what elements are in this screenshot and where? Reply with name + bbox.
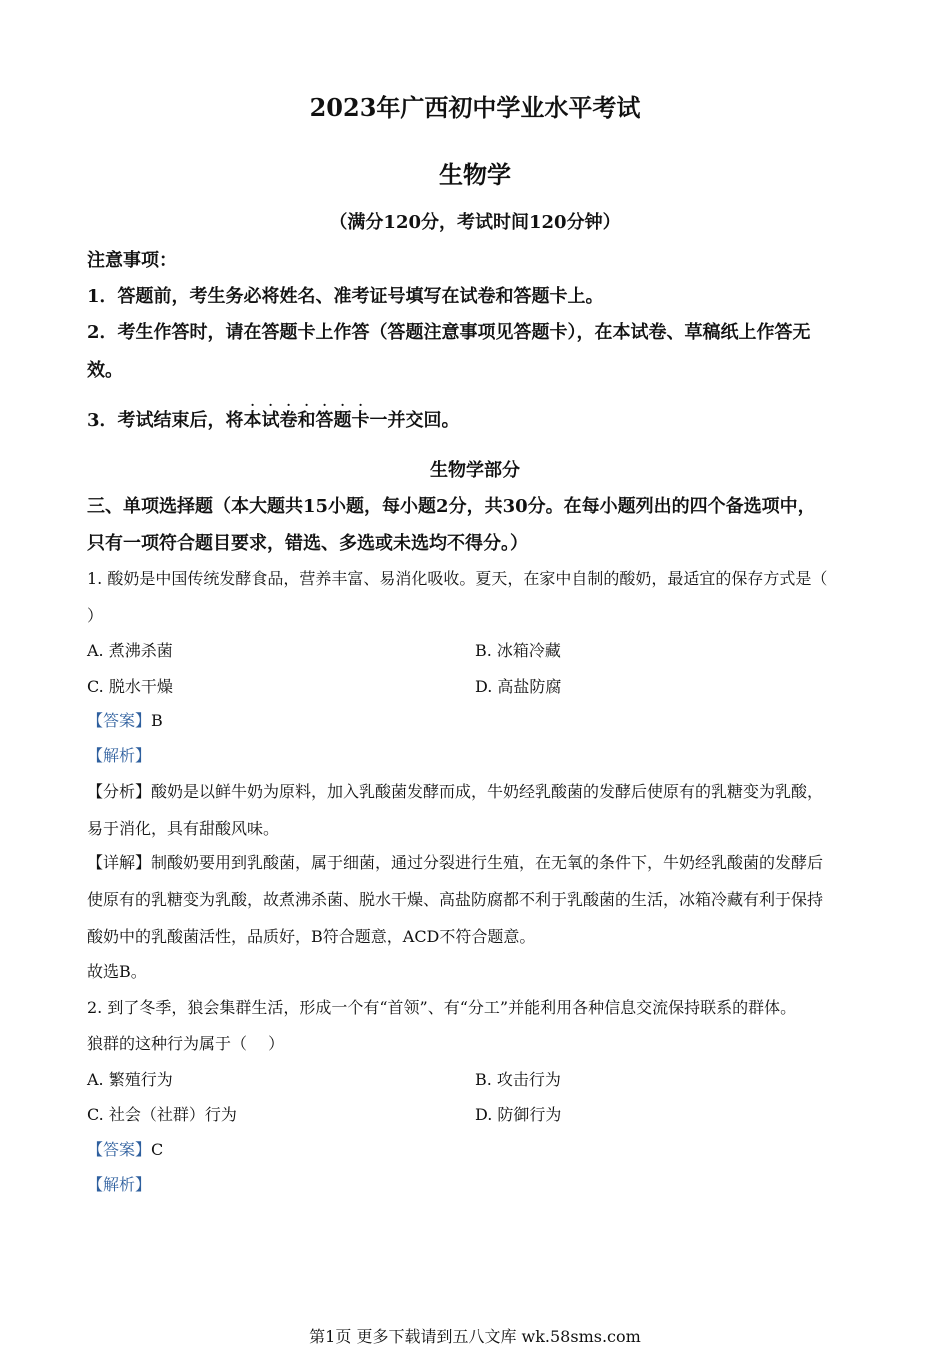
emphasis-char: · 和	[297, 398, 316, 431]
q1-option-c: C. 脱水干燥	[87, 677, 173, 696]
q2-option-a: A. 繁殖行为	[87, 1070, 173, 1089]
q2-option-b: B. 攻击行为	[475, 1070, 561, 1089]
q1-conclusion: 故选B。	[87, 962, 147, 981]
notice-item-2-line-2: 效。	[87, 360, 123, 381]
q1-fenxi-line-1: 【分析】酸奶是以鲜牛奶为原料，加入乳酸菌发酵而成，牛奶经乳酸菌的发酵后使原有的乳糖变为乳酸，	[87, 782, 824, 801]
q1-option-d: D. 高盐防腐	[475, 677, 562, 696]
q1-xiangjie-line-3: 酸奶中的乳酸菌活性，品质好，B符合题意，ACD不符合题意。	[87, 927, 536, 946]
notice-item-3-pre: 3．考试结束后，将	[87, 410, 244, 431]
answer-tag: 【答案】	[87, 1140, 152, 1159]
answer-tag: 【答案】	[87, 711, 152, 730]
notice-item-3-post: 一并交回。	[369, 410, 460, 431]
emphasis-char: · 试	[261, 398, 280, 431]
q2-stem-line-2: 狼群的这种行为属于（ ）	[87, 1034, 285, 1053]
q2-stem-line-1: 2. 到了冬季，狼会集群生活，形成一个有“首领”、有“分工”并能利用各种信息交流保持联系的群体。	[87, 998, 797, 1017]
notice-heading: 注意事项：	[87, 250, 177, 271]
q2-analysis-tag: 【解析】	[87, 1175, 152, 1194]
answer-value: C	[151, 1140, 164, 1159]
section-instruction-line-2: 只有一项符合题目要求，错选、多选或未选均不得分。）	[87, 533, 528, 554]
emphasis-char: · 卡	[351, 398, 370, 431]
emphasis-char: · 题	[333, 398, 352, 431]
fenxi-tag: 【分析】	[87, 782, 152, 801]
q1-analysis-tag: 【解析】	[87, 746, 152, 765]
xiangjie-tag: 【详解】	[87, 853, 152, 872]
notice-item-1: 1．答题前，考生务必将姓名、准考证号填写在试卷和答题卡上。	[87, 286, 604, 307]
section-title: 生物学部分	[430, 460, 520, 481]
q1-fenxi-line-2: 易于消化，具有甜酸风味。	[87, 819, 280, 838]
notice-item-2-line-1: 2．考生作答时，请在答题卡上作答（答题注意事项见答题卡），在本试卷、草稿纸上作答无	[87, 322, 811, 343]
section-instruction-line-1: 三、单项选择题（本大题共15小题，每小题2分，共30分。在每小题列出的四个备选项中，	[87, 496, 816, 517]
q1-xiangjie-line-1: 【详解】制酸奶要用到乳酸菌，属于细菌，通过分裂进行生殖，在无氧的条件下，牛奶经乳酸菌的发酵后	[87, 853, 824, 872]
page-footer: 第1页 更多下载请到五八文库 wk.58sms.com	[309, 1327, 641, 1346]
emphasis-char: · 答	[315, 398, 334, 431]
q1-option-b: B. 冰箱冷藏	[475, 641, 561, 660]
exam-title: 2023年广西初中学业水平考试	[309, 93, 641, 122]
q2-option-d: D. 防御行为	[475, 1105, 562, 1124]
emphasis-char: · 卷	[279, 398, 298, 431]
q1-xiangjie-line-2: 使原有的乳糖变为乳酸，故煮沸杀菌、脱水干燥、高盐防腐都不利于乳酸菌的生活，冰箱冷藏有利于保持	[87, 890, 824, 909]
q1-stem-line-1: 1. 酸奶是中国传统发酵食品，营养丰富、易消化吸收。夏天，在家中自制的酸奶，最适宜的保存方式是（	[87, 569, 828, 588]
score-time: （满分120分，考试时间120分钟）	[329, 212, 621, 233]
subject-title: 生物学	[439, 160, 511, 189]
emphasis-char: · 本	[243, 398, 262, 431]
q1-stem-line-2: ）	[87, 606, 104, 625]
q2-option-c: C. 社会（社群）行为	[87, 1105, 237, 1124]
notice-item-3	[87, 398, 460, 432]
q2-answer	[87, 1137, 163, 1160]
q1-answer	[87, 708, 163, 731]
q1-option-a: A. 煮沸杀菌	[87, 641, 173, 660]
answer-value: B	[151, 711, 163, 730]
